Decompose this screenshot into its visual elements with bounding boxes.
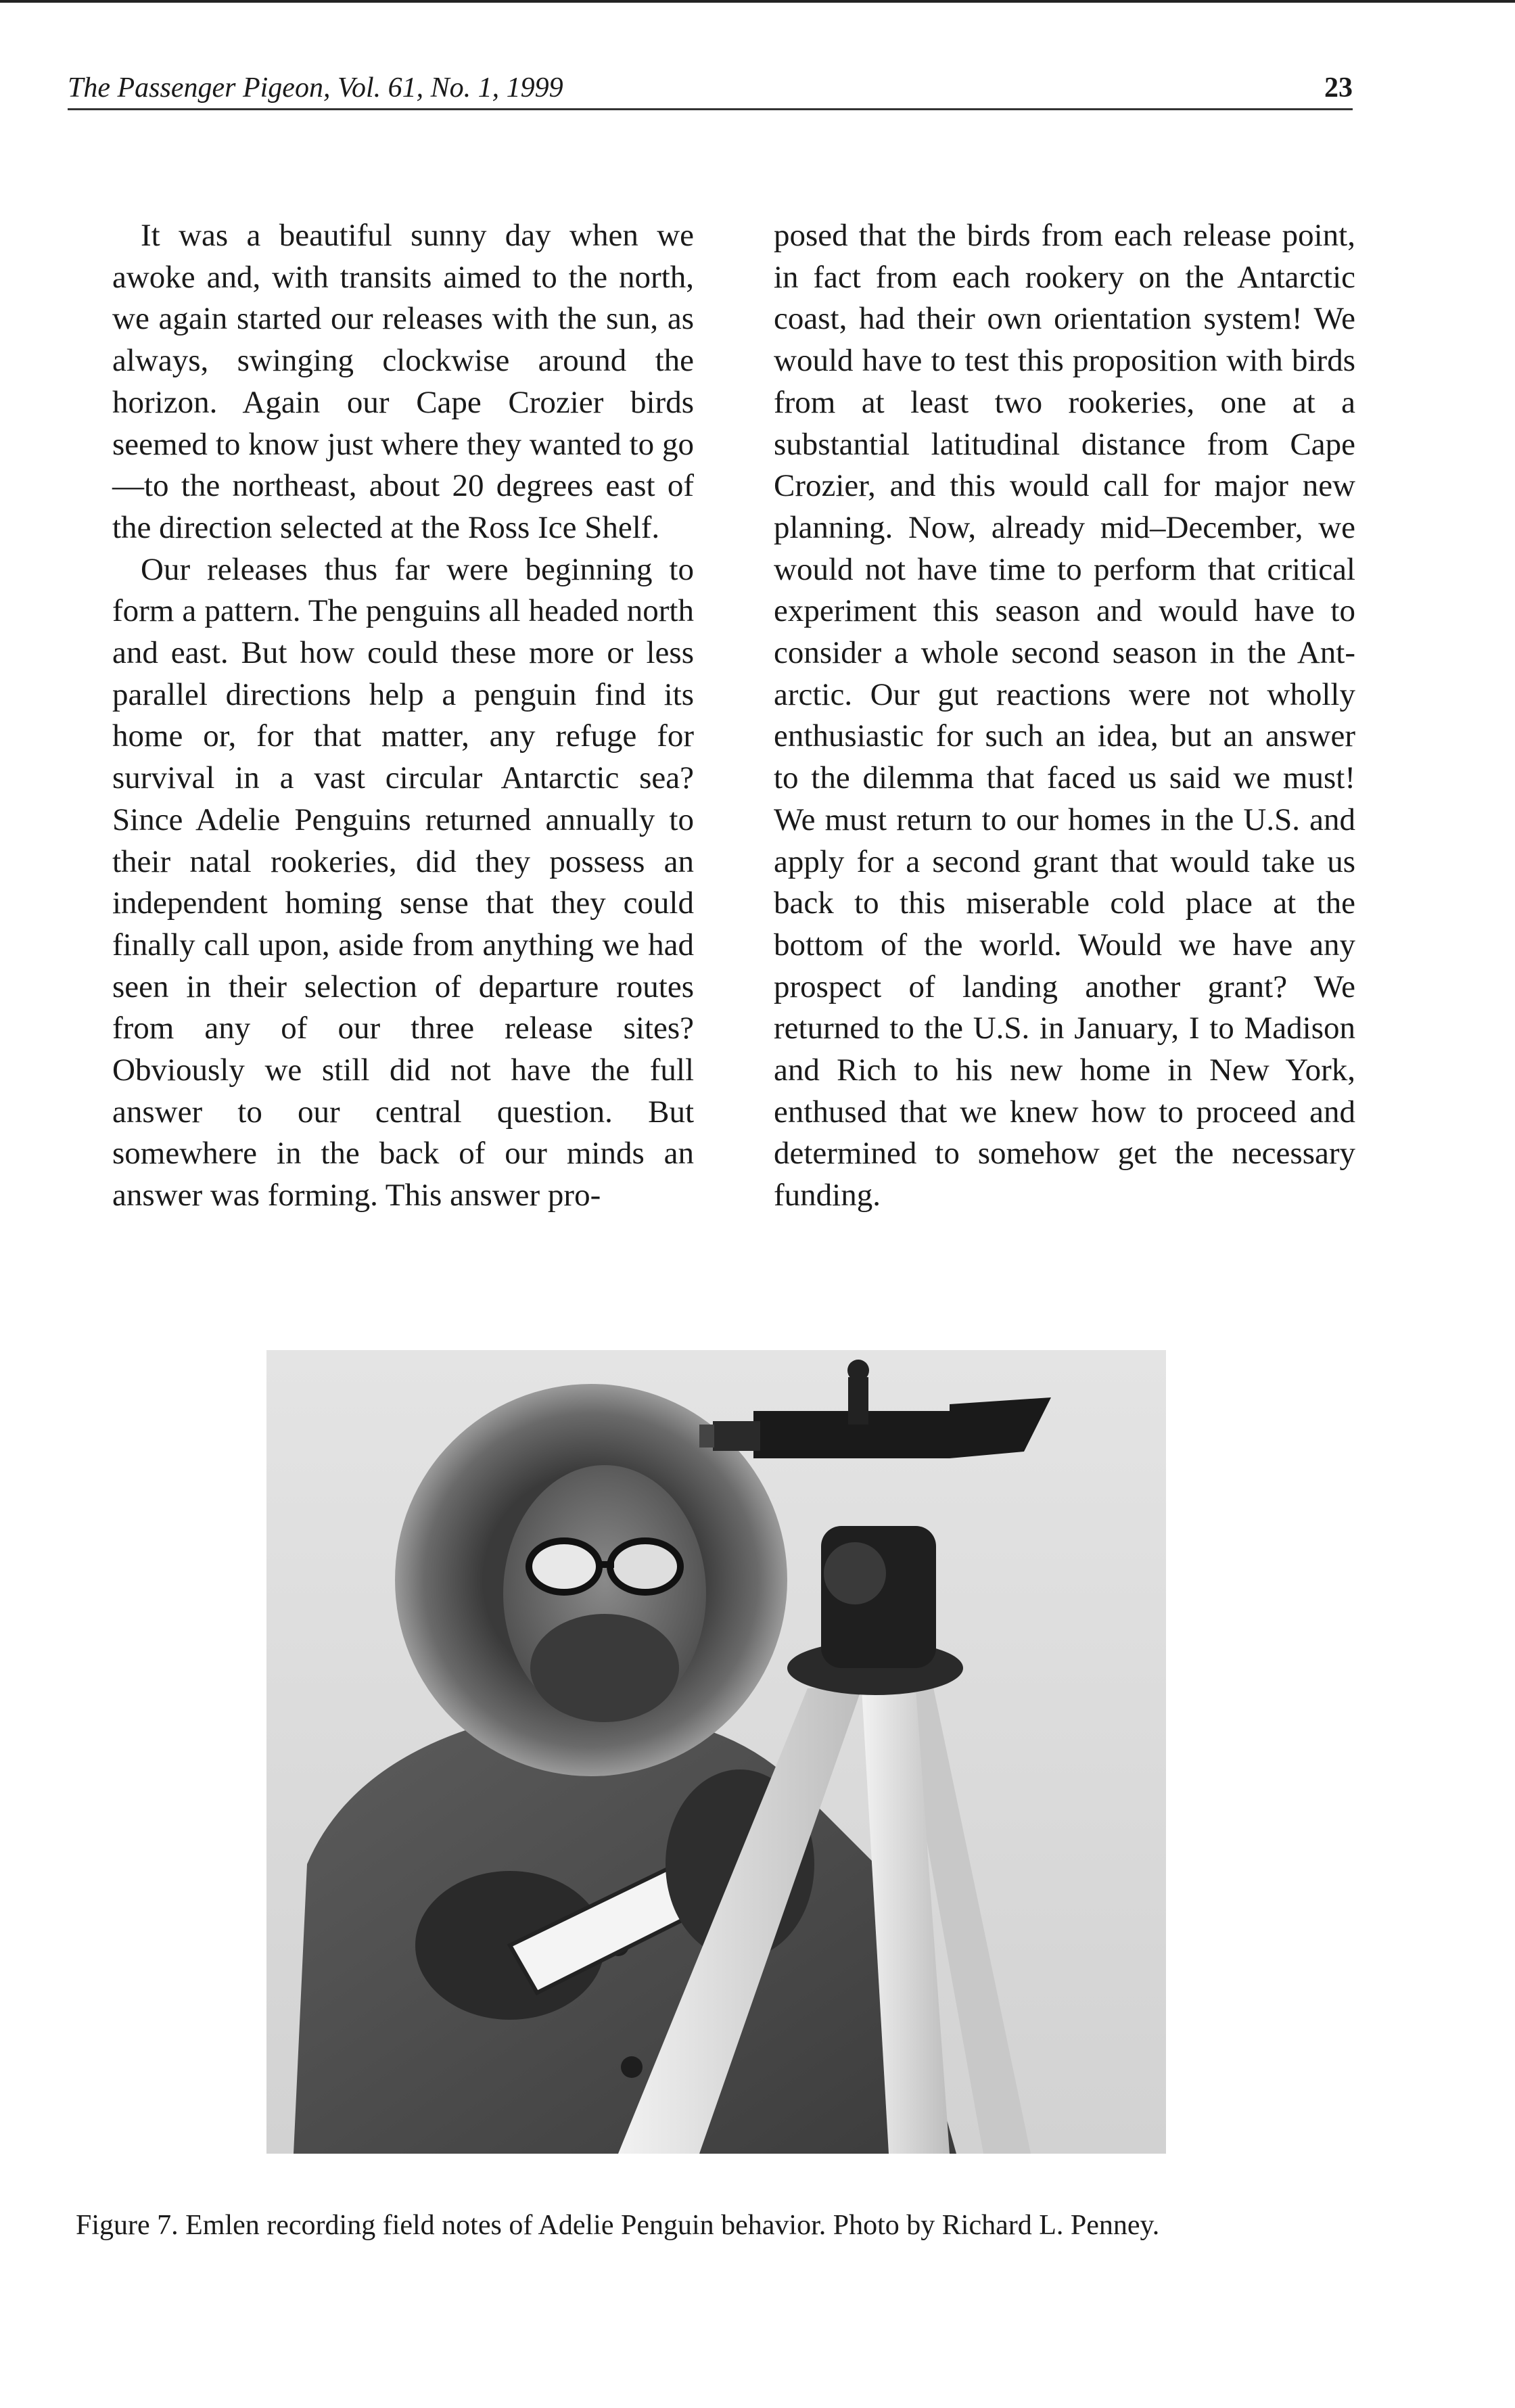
page-number: 23 bbox=[1324, 72, 1353, 103]
figure-caption: Figure 7. Emlen recording field notes of Adelie Penguin behavior. Photo by Richard L. Penney. bbox=[76, 2210, 1160, 2241]
paragraph: It was a beautiful sunny day when we awoke and, with transits aimed to the north, we again started our releases with the sun, as always, swinging clockwise around the horizon. Again our Cape Crozier birds seemed to know just where they wanted to go—to the northeast, about 20 degrees east of the direction selected at the Ross Ice Shelf. bbox=[112, 218, 694, 545]
figure-photo bbox=[266, 1350, 1166, 2154]
journal-title: The Passenger Pigeon, Vol. 61, No. 1, 1999 bbox=[68, 72, 563, 103]
right-text-column bbox=[774, 215, 1355, 1217]
left-text-column bbox=[112, 215, 694, 1217]
paragraph: posed that the birds from each release point, in fact from each rookery on the Antarctic coast, had their own orientation system! We would have to test this proposition with birds from at least two rookeries, one at a substantial latitudinal distance from Cape Crozier, and this would call for major new planning. Now, already mid–December, we would not have time to perform that critical experiment this season and would have to consider a whole second season in the Antarctic. Our gut reactions were not wholly enthusiastic for such an idea, but an answer to the dilemma that faced us said we must! We must return to our homes in the U.S. and apply for a second grant that would take us back to this miserable cold place at the bottom of the world. Would we have any prospect of landing another grant? We returned to the U.S. in January, I to Madison and Rich to his new home in New York, enthused that we knew how to proceed and determined to somehow get the necessary funding. bbox=[774, 218, 1355, 1213]
top-border-rule bbox=[0, 0, 1515, 3]
paragraph: Our releases thus far were beginning to form a pattern. The penguins all headed north and east. But how could these more or less parallel directions help a penguin find its home or, for that matter, any refuge for survival in a vast circular Antarctic sea? Since Adelie Penguins returned annually to their natal rookeries, did they possess an independent homing sense that they could finally call upon, aside from anything we had seen in their selection of departure routes from any of our three release sites? Obviously we still did not have the full answer to our central question. But somewhere in the back of our minds an answer was forming. This answer pro- bbox=[112, 551, 694, 1213]
running-header bbox=[68, 68, 1353, 110]
